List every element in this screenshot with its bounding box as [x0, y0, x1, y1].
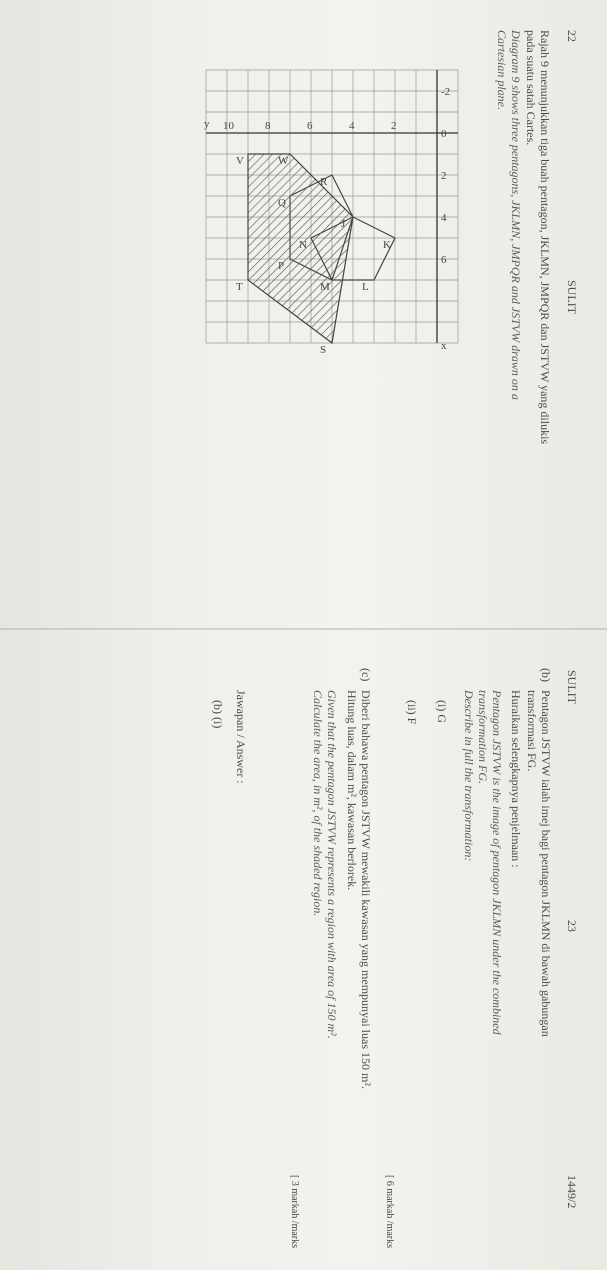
x-tick-label: 6 [441, 254, 447, 266]
question-b-english-line-2: transformation FG. [476, 690, 490, 785]
question-c-english-line-2: Calculate the area, in m², of the shaded region. [311, 690, 325, 917]
y-tick-label: 2 [391, 120, 397, 132]
question-b-english-line-1: Pentagon JSTVW is the image of pentagon JKLMN under the combined [490, 690, 504, 1035]
y-axis-label: y [204, 118, 210, 130]
x-axis-label: x [441, 340, 447, 352]
point-label: R [320, 176, 328, 188]
question-c-malay-line-1: Diberi bahawa pentagon JSTVW mewakili kawasan yang mempunyai luas 150 m². [359, 690, 373, 1089]
right-page-header: SULIT [565, 670, 579, 704]
point-label: N [299, 239, 307, 251]
point-label: M [320, 281, 330, 293]
x-tick-label: 4 [441, 212, 447, 224]
question-b-label: (b) [539, 668, 553, 682]
point-label: J [341, 218, 346, 230]
question-c-marks: [ 3 markah /marks [289, 1175, 300, 1249]
left-page-number: 22 [565, 30, 579, 42]
point-label: P [278, 260, 285, 272]
point-label: T [236, 281, 243, 293]
question-c-label: (c) [359, 668, 373, 682]
intro-malay-line-2: pada suatu satah Cartes. [524, 30, 538, 146]
right-page-code: 1449/2 [565, 1175, 579, 1209]
y-tick-label: 6 [307, 120, 313, 132]
question-c-malay-line-2: Hitung luas, dalam m², kawasan berlorek. [345, 690, 359, 891]
point-label: V [236, 155, 244, 167]
page-spine [0, 628, 607, 630]
x-tick-label: 0 [441, 128, 447, 140]
cartesian-graph [20, 50, 500, 570]
question-c-english-line-1: Given that the pentagon JSTVW represents a region with area of 150 m². [325, 690, 339, 1039]
intro-english-line-1: Diagram 9 shows three pentagons, JKLMN, JMPQR and JSTVW drawn on a [509, 30, 523, 400]
y-tick-label: 8 [265, 120, 271, 132]
intro-malay-line-1: Rajah 9 menunjukkan tiga buah pentagon, JKLMN, JMPQR dan JSTVW yang dilukis [538, 30, 552, 445]
answer-part-b-i: (b) (i) [211, 700, 225, 729]
x-tick-label: -2 [441, 86, 451, 98]
question-b-part-ii: (ii) F [405, 700, 419, 725]
right-page-number: 23 [565, 920, 579, 932]
question-b-part-i: (i) G [435, 700, 449, 723]
point-label: L [362, 281, 369, 293]
question-b-marks: [ 6 markah /marks [384, 1175, 395, 1249]
y-tick-label: 4 [349, 120, 355, 132]
intro-english-line-2: Cartesian plane. [495, 30, 509, 110]
question-b-english-line-3: Describe in full the transformation: [462, 690, 476, 862]
question-b-malay-line-1: Pentagon JSTVW ialah imej bagi pentagon JKLMN di bawah gabungan [539, 690, 553, 1037]
y-tick-label: 10 [223, 120, 234, 132]
question-b-malay-line-2: transformasi FG. [525, 690, 539, 772]
point-label: W [278, 155, 289, 167]
point-label: S [320, 344, 327, 356]
left-page-header: SULIT [565, 280, 579, 314]
answer-label: Jawapan / Answer : [234, 690, 248, 784]
point-label: K [383, 239, 391, 251]
point-label: Q [278, 197, 286, 209]
x-tick-label: 2 [441, 170, 447, 182]
question-b-malay-line-3: Huraikan selengkapnya penjelmaan : [509, 690, 523, 868]
